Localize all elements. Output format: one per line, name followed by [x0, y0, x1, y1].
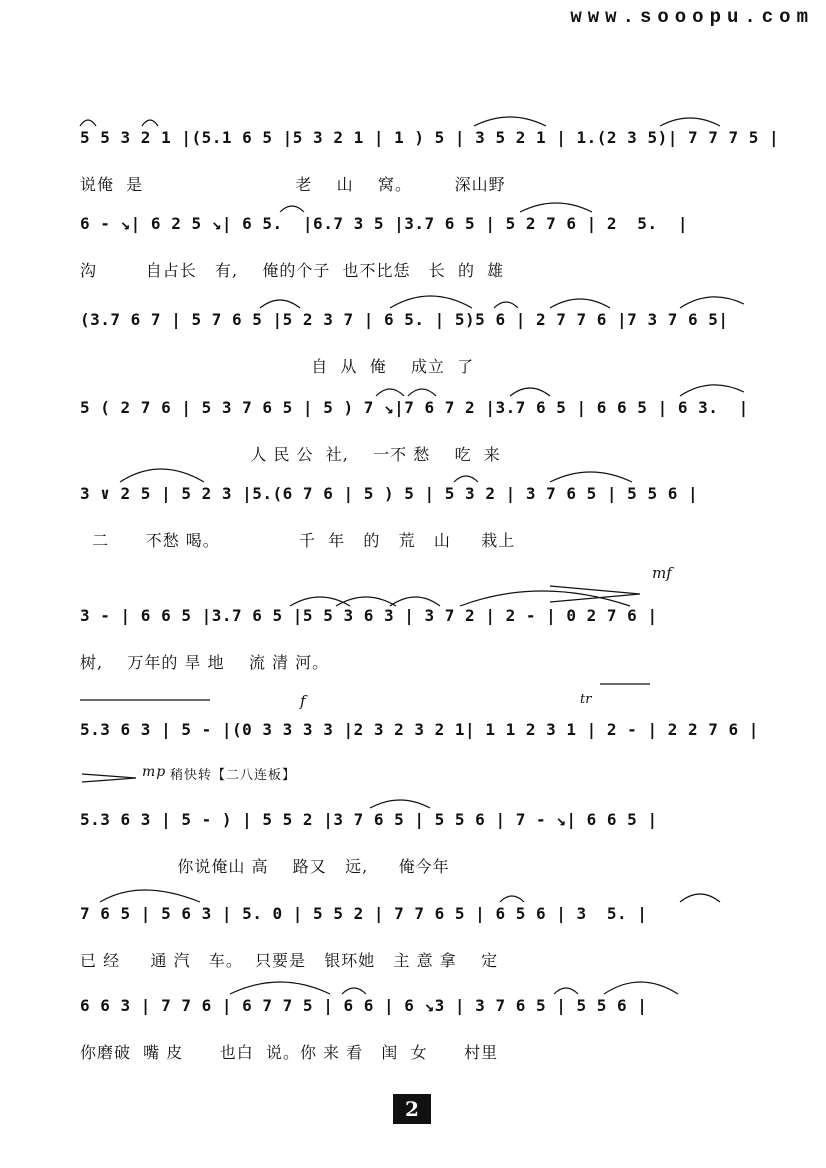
- music-system-10: [80, 996, 750, 1106]
- tempo-change-marking: 稍快转【二八连板】: [170, 768, 297, 783]
- dynamic-mf: mf: [652, 564, 672, 582]
- page-number: 2: [393, 1094, 431, 1124]
- slur-marks: [80, 974, 750, 998]
- lyrics-line: 自 从 俺 成立 了: [80, 357, 475, 376]
- dynamic-mp: mp: [142, 764, 167, 780]
- dynamic-f: f: [300, 692, 306, 710]
- lyrics-line: 二 不愁 喝。 千 年 的 荒 山 栽上: [80, 531, 516, 550]
- jianpu-notes: 5 5 3 2 1 |(5.1 6 5 |5 3 2 1 | 1 ) 5 | 3 5 2 1 | 1.(2 3 5)| 7 7 7 5 |: [80, 128, 780, 147]
- trill-marking: tr: [580, 692, 592, 707]
- slur-marks: [80, 192, 750, 216]
- jianpu-notes: 3 ∨ 2 5 | 5 2 3 |5.(6 7 6 | 5 ) 5 | 5 3 2 | 3 7 6 5 | 5 5 6 |: [80, 484, 699, 503]
- slur-marks: [80, 698, 750, 722]
- lyrics-line: 人 民 公 社, 一不 愁 吃 来: [80, 445, 501, 464]
- lyrics-line: 你磨破 嘴 皮 也白 说。你 来 看 闺 女 村里: [80, 1043, 499, 1062]
- site-watermark: www.sooopu.com: [570, 6, 814, 28]
- slur-marks: [80, 288, 750, 312]
- slur-marks: [80, 376, 750, 400]
- lyrics-line: 说俺 是 老 山 窝。 深山野: [80, 175, 506, 194]
- lyrics-line: 你说俺山 高 路又 远, 俺今年: [80, 857, 450, 876]
- jianpu-notes: 6 - ↘| 6 2 5 ↘| 6 5. |6.7 3 5 |3.7 6 5 | 5 2 7 6 | 2 5. |: [80, 214, 688, 233]
- lyrics-line: 沟 自占长 有, 俺的个子 也不比恁 长 的 雄: [80, 261, 505, 280]
- slur-marks: [80, 882, 750, 906]
- jianpu-notes: 5.3 6 3 | 5 - |(0 3 3 3 3 |2 3 2 3 2 1| 1 1 2 3 1 | 2 - | 2 2 7 6 |: [80, 720, 759, 739]
- decrescendo-hairpin: [80, 770, 140, 786]
- jianpu-notes: 5.3 6 3 | 5 - ) | 5 5 2 |3 7 6 5 | 5 5 6 | 7 - ↘| 6 6 5 |: [80, 810, 658, 829]
- jianpu-notes: 5 ( 2 7 6 | 5 3 7 6 5 | 5 ) 7 ↘|7 6 7 2 |3.7 6 5 | 6 6 5 | 6 3. |: [80, 398, 749, 417]
- lyrics-line: 已 经 通 汽 车。 只要是 银环她 主 意 拿 定: [80, 951, 499, 970]
- lyrics-line: 树, 万年的 旱 地 流 清 河。: [80, 653, 330, 672]
- slur-marks: [80, 788, 750, 812]
- slur-marks: [80, 462, 750, 486]
- slur-marks: [80, 106, 750, 130]
- jianpu-notes: 7 6 5 | 5 6 3 | 5. 0 | 5 5 2 | 7 7 6 5 | 6 5 6 | 3 5. |: [80, 904, 648, 923]
- jianpu-notes: (3.7 6 7 | 5 7 6 5 |5 2 3 7 | 6 5. | 5)5 6 | 2 7 7 6 |7 3 7 6 5|: [80, 310, 729, 329]
- slur-marks: [80, 566, 750, 610]
- jianpu-notes: 6 6 3 | 7 7 6 | 6 7 7 5 | 6 6 | 6 ↘3 | 3 7 6 5 | 5 5 6 |: [80, 996, 648, 1015]
- jianpu-notes: 3 - | 6 6 5 |3.7 6 5 |5 5 3 6 3 | 3 7 2 | 2 - | 0 2 7 6 |: [80, 606, 658, 625]
